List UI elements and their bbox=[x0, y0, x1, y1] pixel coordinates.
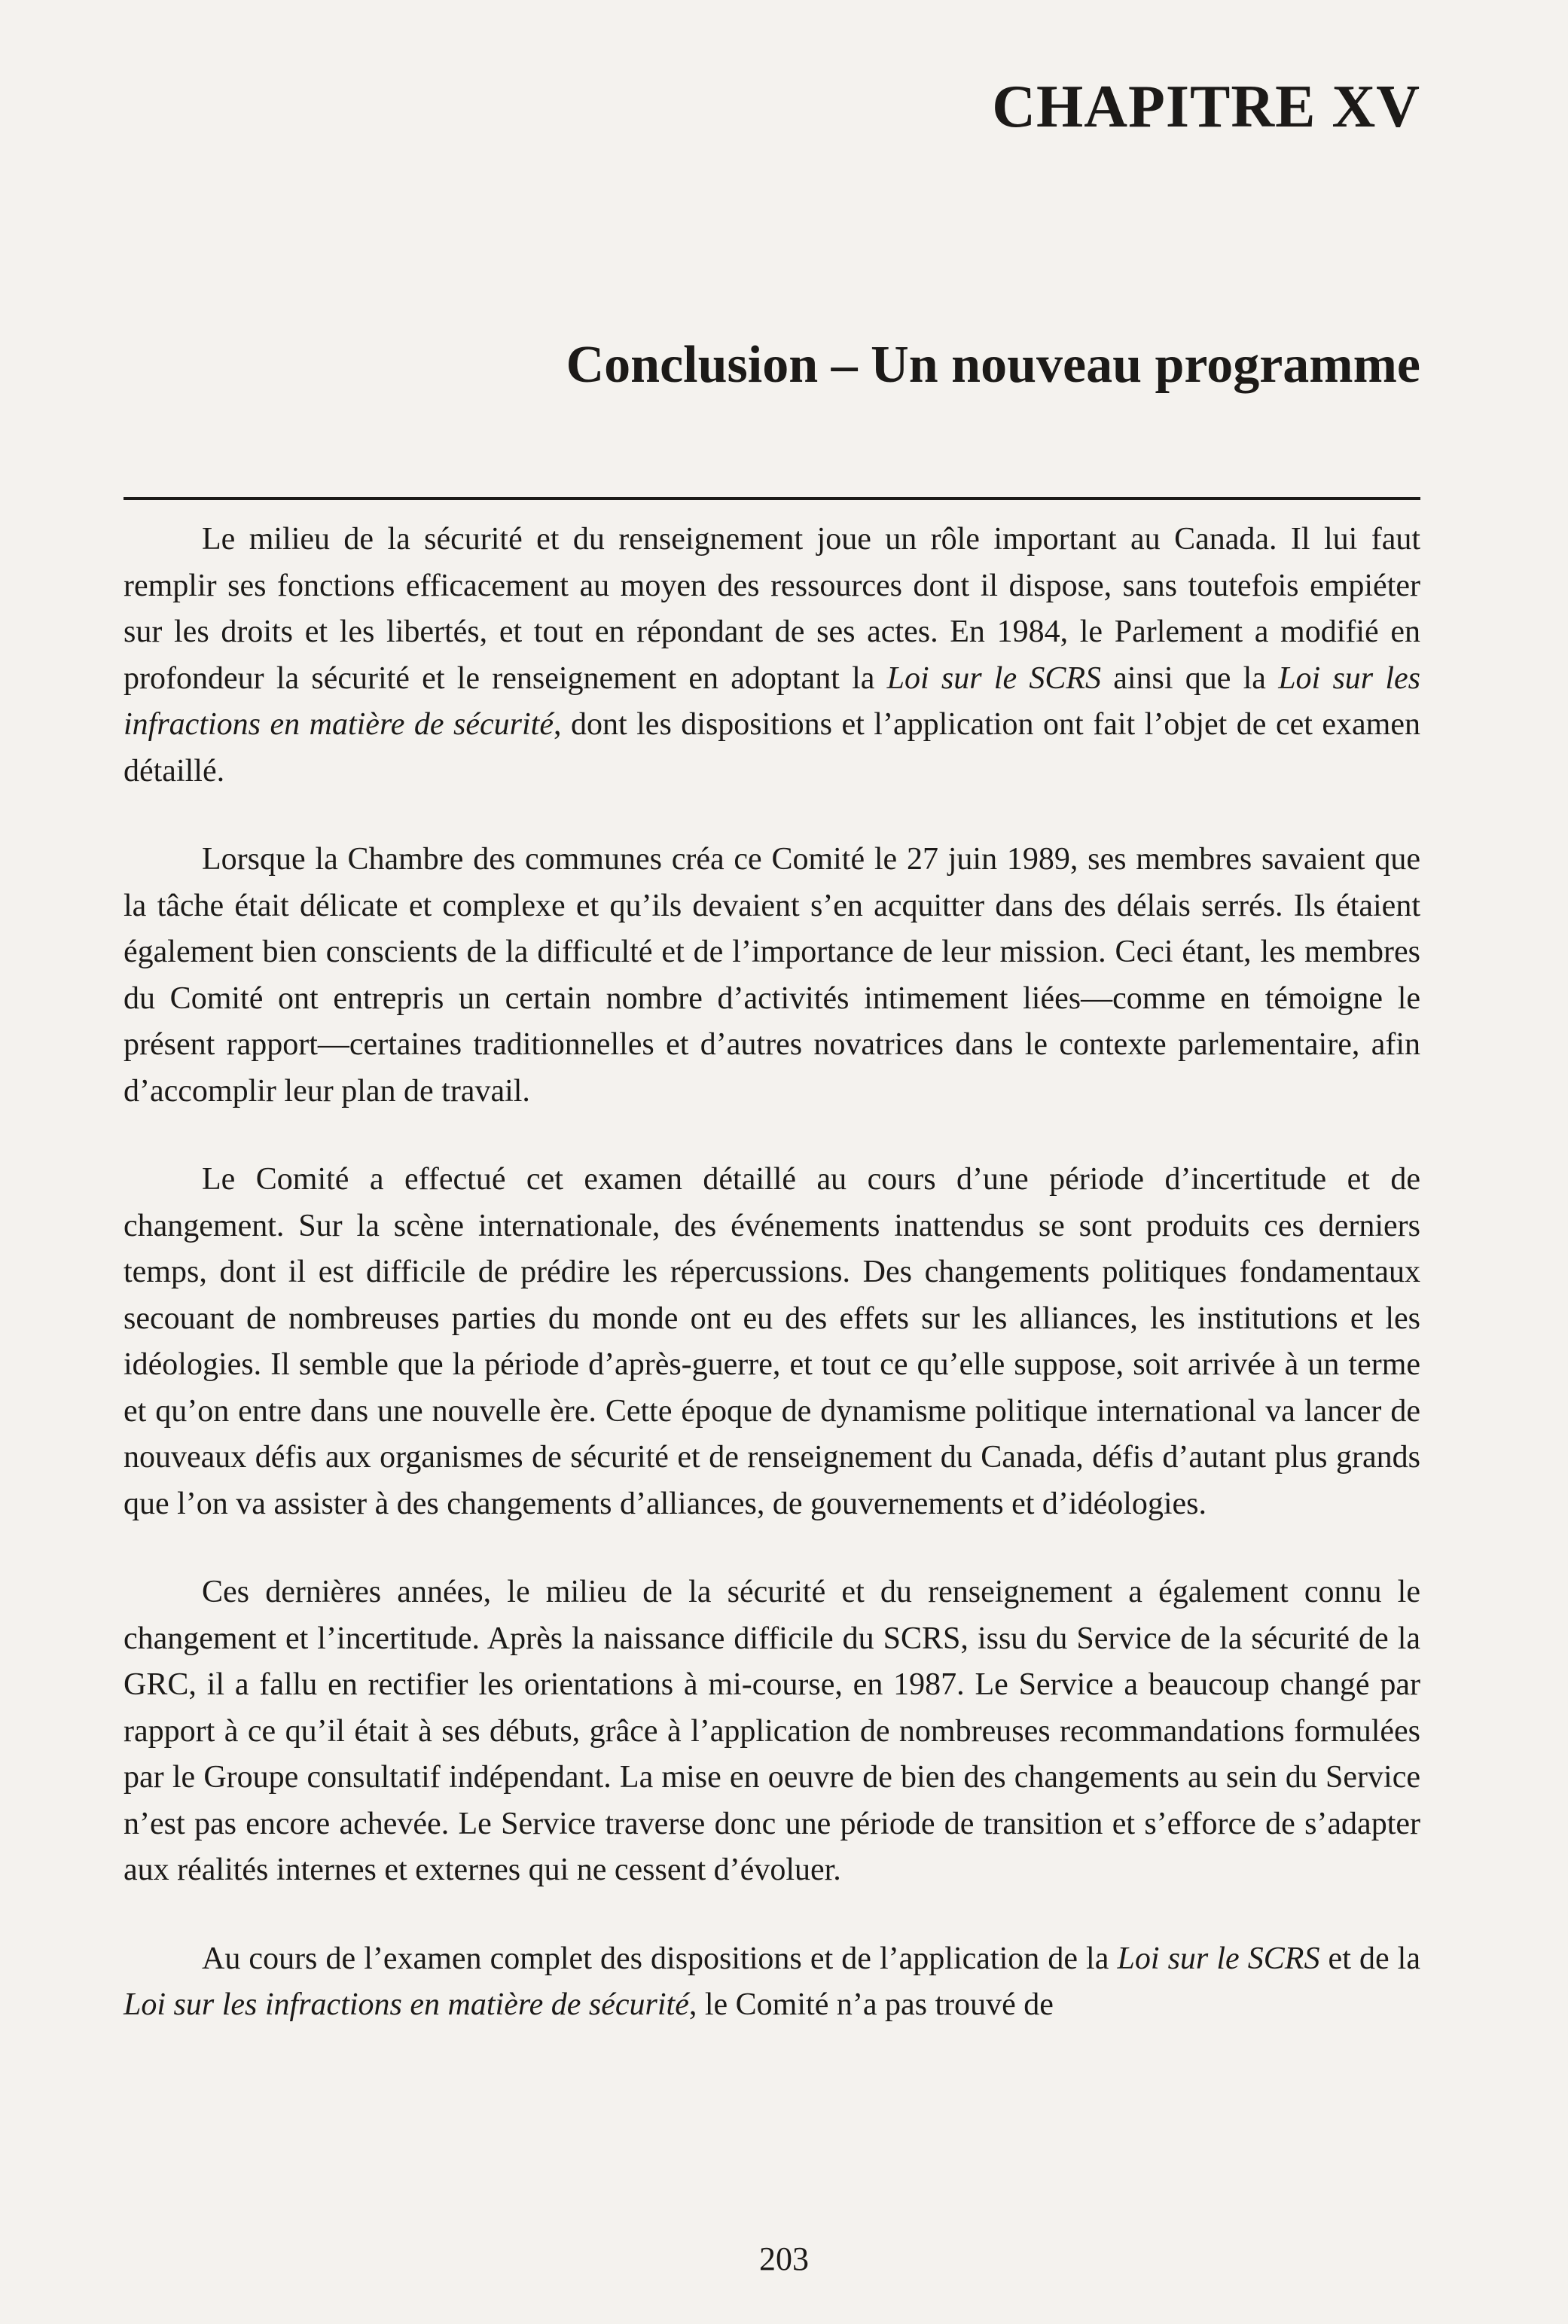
paragraph bbox=[124, 837, 1420, 1115]
title-rule bbox=[124, 497, 1420, 500]
body-text bbox=[124, 517, 1420, 2071]
text-run: Ces dernières années, le milieu de la sécurité et du renseignement a également connu le changement et l’incertitude. Après la naissance difficile du SCRS, issu du Service de la sécurité de la GRC, il a fallu en rectifier les orientations à mi-course, en 1987. Le Service a beaucoup changé par rapport à ce qu’il était à ses débuts, grâce à l’application de nombreuses recommandations formulées par le Groupe consultatif indépendant. La mise en oeuvre de bien des changements au sein du Service n’est pas encore achevée. Le Service traverse donc une période de transition et s’efforce de s’adapter aux réalités internes et externes qui ne cessent d’évoluer. bbox=[124, 1575, 1420, 1887]
text-run: et de la bbox=[1319, 1941, 1420, 1976]
text-run: , dont les dispositions et l’application ont fait l’objet de cet examen détaillé. bbox=[124, 707, 1420, 788]
text-run: , le Comité n’a pas trouvé de bbox=[688, 1987, 1054, 2022]
paragraph bbox=[124, 1157, 1420, 1527]
text-run: ainsi que la bbox=[1101, 660, 1279, 696]
page-number: 203 bbox=[759, 2240, 809, 2277]
paragraph bbox=[124, 1569, 1420, 1894]
italic-text-run: Loi sur le SCRS bbox=[1117, 1941, 1320, 1976]
text-run: Au cours de l’examen complet des dispositions et de l’application de la bbox=[202, 1941, 1118, 1976]
paragraph bbox=[124, 517, 1420, 794]
text-run: Le Comité a effectué cet examen détaillé au cours d’une période d’incertitude et de changement. Sur la scène internationale, des événements inattendus se sont produits ces derniers temps, dont il est difficile de prédire les répercussions. Des changements politiques fondamentaux secouant de nombreuses parties du monde ont eu des effets sur les alliances, les institutions et les idéologies. Il semble que la période d’après-guerre, et tout ce qu’elle suppose, soit arrivée à un terme et qu’on entre dans une nouvelle ère. Cette époque de dynamisme politique international va lancer de nouveaux défis aux organismes de sécurité et de renseignement du Canada, défis d’autant plus grands que l’on va assister à des changements d’alliances, de gouvernements et d’idéologies. bbox=[124, 1162, 1420, 1521]
text-run: Lorsque la Chambre des communes créa ce Comité le 27 juin 1989, ses membres savaient que la tâche était délicate et complexe et qu’ils devaient s’en acquitter dans des délais serrés. Ils étaient également bien conscients de la difficulté et de l’importance de leur mission. Ceci étant, les membres du Comité ont entrepris un certain nombre d’activités intimement liées—comme en témoigne le présent rapport—certaines traditionnelles et d’autres novatrices dans le contexte parlementaire, afin d’accomplir leur plan de travail. bbox=[124, 842, 1420, 1109]
paragraph bbox=[124, 1936, 1420, 2029]
text-run: Le milieu de la sécurité et du renseignement joue un rôle important au Canada. Il lui faut remplir ses fonctions efficacement au moyen des ressources dont il dispose, sans toutefois empiéter sur les droits et les libertés, et tout en répondant de ses actes. En 1984, le Parlement a modifié en profondeur la sécurité et le renseignement en adoptant la bbox=[124, 522, 1420, 696]
chapter-heading: CHAPITRE XV bbox=[992, 74, 1420, 140]
italic-text-run: Loi sur le SCRS bbox=[886, 660, 1101, 696]
chapter-title: Conclusion – Un nouveau programme bbox=[566, 336, 1420, 394]
italic-text-run: Loi sur les infractions en matière de sécurité bbox=[124, 1987, 689, 2022]
italic-text-run: Loi sur les infractions en matière de sécurité bbox=[124, 660, 1421, 742]
